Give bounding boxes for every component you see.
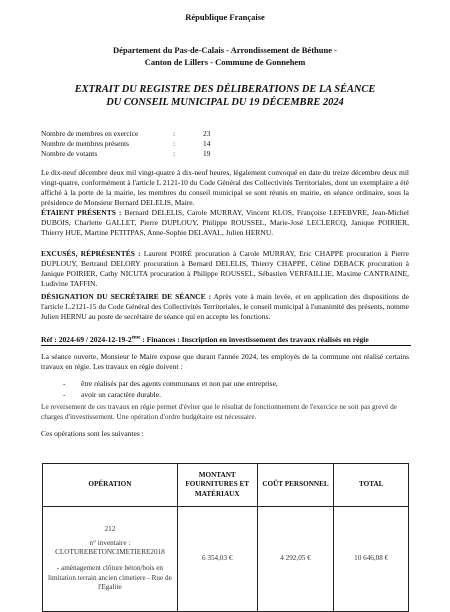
document-title <box>0 83 450 109</box>
excuses-text: Laurent POIRÉ procuration à Carole MURRAY, Eric CHAPPE procuration à Pierre DUPLOUY, Bertrand DELORY procuration à Bernard DELELIS, Thierry CHAPPE, Céline DEBACK procuration à Janique POIRIER, Cathy NICUTA procuration à Philippe ROUSSEL, Sébastien VERFAILLIE, Maxime CANTRAINE, Ludivine TAFFIN. <box>41 249 409 288</box>
presents-lead: ÉTAIENT PRÉSENTS : <box>41 208 122 217</box>
presents-text: Bernard DELELIS, Carole MURRAY, Vincent KLOS, Françoise LEFEBVRE, Jean-Michel DUBOIS, Charlette GALLET, Pierre DUPLOUY, Philippe ROUSSEL, Marie-José LECLERCQ, Janique POIRIER, Thierry HUE, Martine PETITPAS, Anne-Sophie DELAVAL, Julien HERNU. <box>41 208 409 237</box>
column-header-total: TOTAL <box>334 464 409 507</box>
table-row <box>43 507 409 612</box>
operation-inventory: n° inventaire : CLOTUREBETONCIMETIERE2018 <box>55 538 165 557</box>
stat-value: 19 <box>203 148 211 158</box>
stat-label: Nombre de membres présents <box>41 138 130 148</box>
stat-separator: : <box>173 138 176 148</box>
department-line-2: Canton de Lillers - Commune de Gonnehem <box>144 57 306 67</box>
stat-value: 23 <box>203 129 211 138</box>
stat-row <box>41 139 223 149</box>
department-heading <box>0 44 450 68</box>
secretaire-paragraph <box>41 292 409 322</box>
column-header-fournitures: MONTANT FOURNITURES ET MATÉRIAUX <box>177 464 257 507</box>
list-item-text: avoir un caractère durable. <box>81 390 161 399</box>
operation-number: 212 <box>104 525 116 534</box>
column-header-personnel: COÛT PERSONNEL <box>257 464 334 507</box>
title-line-1: EXTRAIT DU REGISTRE DES DÉLIBERATIONS DE LA SÉANCE <box>74 84 376 95</box>
stat-row <box>41 149 223 159</box>
reversement-paragraph: Le reversement de ces travaux en régie permet d'éviter que le résultat de fonctionnement de l'exercice ne soit pas grevé de charges d'investissement. Une opération d'ordre budgétaire est nécessaire. <box>41 402 397 421</box>
stat-separator: : <box>173 129 176 138</box>
table-header-row <box>43 464 409 507</box>
department-line-1: Département du Pas-de-Calais - Arrondissement de Béthune - <box>113 45 337 55</box>
title-line-2: DU CONSEIL MUNICIPAL DU 19 DÉCEMBRE 2024 <box>106 97 344 108</box>
list-item-text: être réalisés par des agents communaux et non par une entreprise, <box>81 379 278 388</box>
secretaire-text: Après vote à main levée, et en application des dispositions de l'article L.2121-15 du Code Général des Collectivités Territoriales, le conseil municipal à l'unanimité des présents, nomme Julien HERNU au poste de secrétaire de séance qui en accepte les fonctions. <box>41 292 410 321</box>
intro-paragraph: La séance ouverte, Monsieur le Maire expose que durant l'année 2024, les employés de la commune ont réalisé certains travaux en régie. Les travaux en régie doivent : <box>41 352 409 371</box>
stat-row <box>41 129 223 139</box>
stat-label: Nombre de votants <box>41 148 98 158</box>
operations-intro: Ces opérations sont les suivantes : <box>41 429 144 438</box>
list-item: - avoir un caractère durable. <box>63 390 161 399</box>
convocation-paragraph: Le dix-neuf décembre deux mil vingt-quatre à dix-neuf heures, légalement convoqué en date du treize décembre deux mil vingt-quatre, conformément à l'article L 2121-10 du Code Général des Collectivités Territoriales, dont un exemplaire a été affiché à la porte de la mairie, les membres du conseil municipal se sont réunis en mairie, en séance ordinaire, sous la présidence de Monsieur Bernard DELELIS, Maire. <box>41 168 409 207</box>
operation-description: - aménagement clôture béton/bois en limitation terrain ancien cimetiere - Rue de l'Egalite <box>48 564 172 592</box>
requirements-list <box>41 378 401 400</box>
excuses-lead: EXCUSÉS, RÉPRÉSENTÉS : <box>41 249 141 258</box>
operations-table <box>42 463 409 612</box>
total-cell: 10 646,08 € <box>334 507 409 612</box>
operation-cell <box>43 507 178 612</box>
reference-suffix: ème <box>131 335 141 341</box>
reference-subject: : Finances : Inscription en investissement des travaux réalisés en régie <box>140 335 369 344</box>
stat-value: 14 <box>203 138 211 148</box>
secretaire-lead: DÉSIGNATION DU SECRÉTAIRE DE SÉANCE : <box>41 292 212 301</box>
personnel-cell: 4 292,05 € <box>257 507 334 612</box>
member-stats <box>41 129 223 158</box>
excuses-paragraph <box>41 249 409 289</box>
stat-label: Nombre de membres en exercice <box>41 129 139 138</box>
reference-prefix: Réf : 2024-69 / 2024-12-19-2 <box>41 335 132 344</box>
presents-paragraph <box>41 208 409 238</box>
column-header-operation: OPÉRATION <box>43 464 178 507</box>
republic-heading: République Française <box>185 12 265 22</box>
deliberation-reference <box>41 335 411 346</box>
stat-separator: : <box>173 148 176 158</box>
fournitures-cell: 6 354,03 € <box>177 507 257 612</box>
list-item: - être réalisés par des agents communaux et non par une entreprise, <box>63 379 278 388</box>
